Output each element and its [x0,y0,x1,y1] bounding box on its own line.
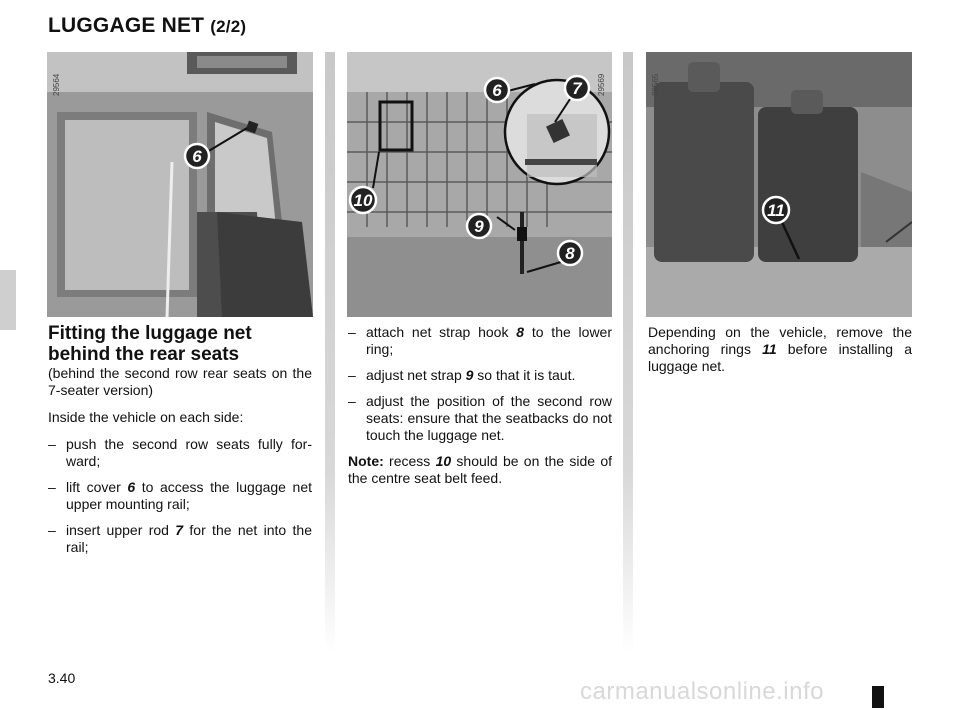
page-number: 3.40 [48,670,76,686]
svg-text:11: 11 [767,201,785,220]
image-reference: 29569 [597,73,606,96]
list-item: – lift cover 6 to access the luggage net upper mounting rail; [48,479,313,512]
callout-9 [467,214,491,238]
page-title [48,14,246,38]
watermark[interactable]: carmanualsonline.info [580,678,824,705]
column-1 [48,323,312,565]
column-divider [325,52,335,652]
title-main: LUGGAGE NET [48,14,205,37]
list-item: – insert upper rod 7 for the net into the rail; [48,522,312,555]
svg-text:8: 8 [565,244,575,263]
callout-10 [350,187,376,213]
list-item: – adjust the position of the second row seats: ensure that the seatbacks do not touch the luggage net. [348,393,612,443]
list-item: – attach net strap hook 8 to the lower ring; [348,324,613,357]
svg-text:6: 6 [192,147,202,166]
column-divider [623,52,633,652]
image-reference: 29565 [651,73,660,96]
callout-8 [558,241,582,265]
section-subheading: (behind the second row rear seats on the 7-seater version) [48,365,312,398]
anchoring-rings-text: Depending on the vehicle, remove the anchoring rings 11 before installing a luggage net. [648,324,912,374]
section-heading: Fitting the luggage net behind the rear seats [48,323,252,365]
callout-6 [485,78,509,102]
photo-luggage-net [347,52,612,317]
corner-mark [872,686,884,708]
callout-7 [565,76,589,100]
svg-text:6: 6 [492,81,502,100]
image-reference: 29564 [52,73,61,96]
intro-text: Inside the vehicle on each side: [48,409,244,425]
list-item: – push the second row seats fully for-ward; [48,436,312,469]
list-item: – adjust net strap 9 so that it is taut. [348,367,576,383]
svg-text:9: 9 [474,217,484,236]
column-2 [348,324,612,497]
callout-11 [763,197,789,223]
svg-text:7: 7 [572,79,582,98]
section-tab [0,270,16,330]
photo-anchoring-rings [646,52,912,317]
title-part: (2/2) [210,17,247,36]
svg-text:10: 10 [353,191,373,210]
callout-6 [185,144,209,168]
note: Note: recess 10 should be on the side of the centre seat belt feed. [348,453,612,486]
column-3 [648,324,912,385]
photo-rear-window [47,52,313,317]
